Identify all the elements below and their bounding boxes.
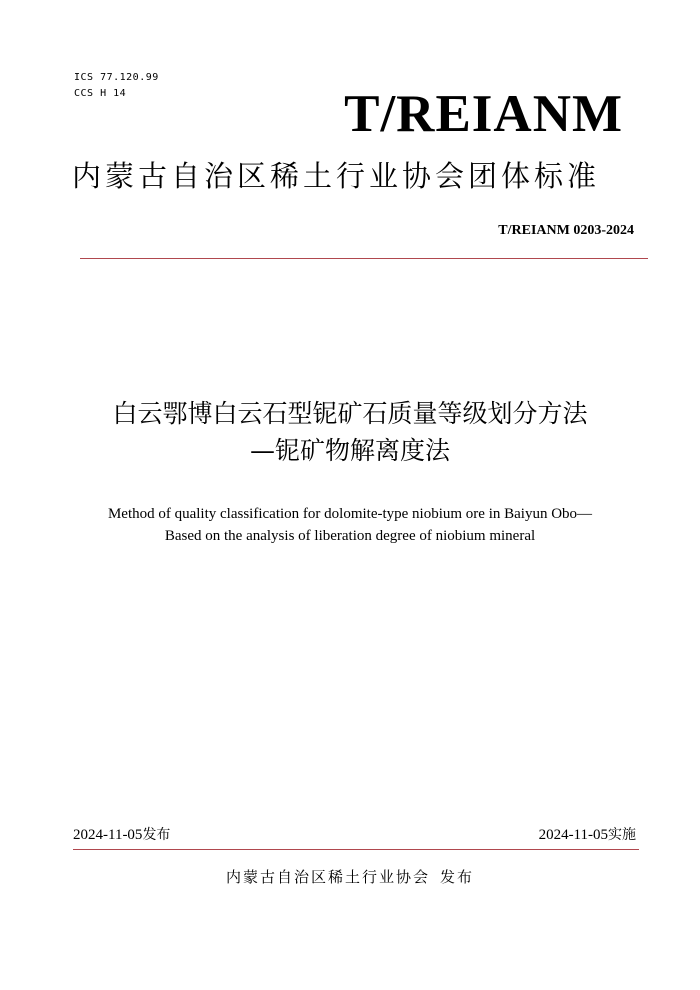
ccs-code: CCS H 14 <box>74 88 127 99</box>
ics-code: ICS 77.120.99 <box>74 72 159 83</box>
english-title <box>40 503 660 547</box>
publisher-line <box>150 866 550 888</box>
organization-standard-title: 内蒙古自治区稀土行业协会团体标准 <box>72 159 601 193</box>
publisher-action: 发布 <box>440 868 475 886</box>
header-divider <box>80 258 648 259</box>
release-label: 发布 <box>142 827 171 843</box>
release-date-block <box>73 825 170 845</box>
english-title-line-1: Method of quality classification for dolomite-type niobium ore in Baiyun Obo— <box>107 506 593 522</box>
implementation-date: 2024-11-05 <box>538 827 608 843</box>
chinese-title-line-1: 白云鄂博白云石型铌矿石质量等级划分方法 <box>112 399 588 428</box>
chinese-title <box>40 395 660 469</box>
implementation-label: 实施 <box>608 827 636 843</box>
implementation-date-block <box>539 825 636 845</box>
classification-codes <box>74 70 159 102</box>
release-date: 2024-11-05 <box>73 827 143 843</box>
chinese-title-line-2: —铌矿物解离度法 <box>249 436 450 465</box>
standard-code-heading: T/REIANM <box>344 85 623 143</box>
english-title-line-2: Based on the analysis of liberation degree of niobium mineral <box>164 528 536 544</box>
document-number: T/REIANM 0203-2024 <box>498 223 634 238</box>
publisher-name: 内蒙古自治区稀土行业协会 <box>225 868 430 886</box>
footer-divider <box>73 849 639 850</box>
